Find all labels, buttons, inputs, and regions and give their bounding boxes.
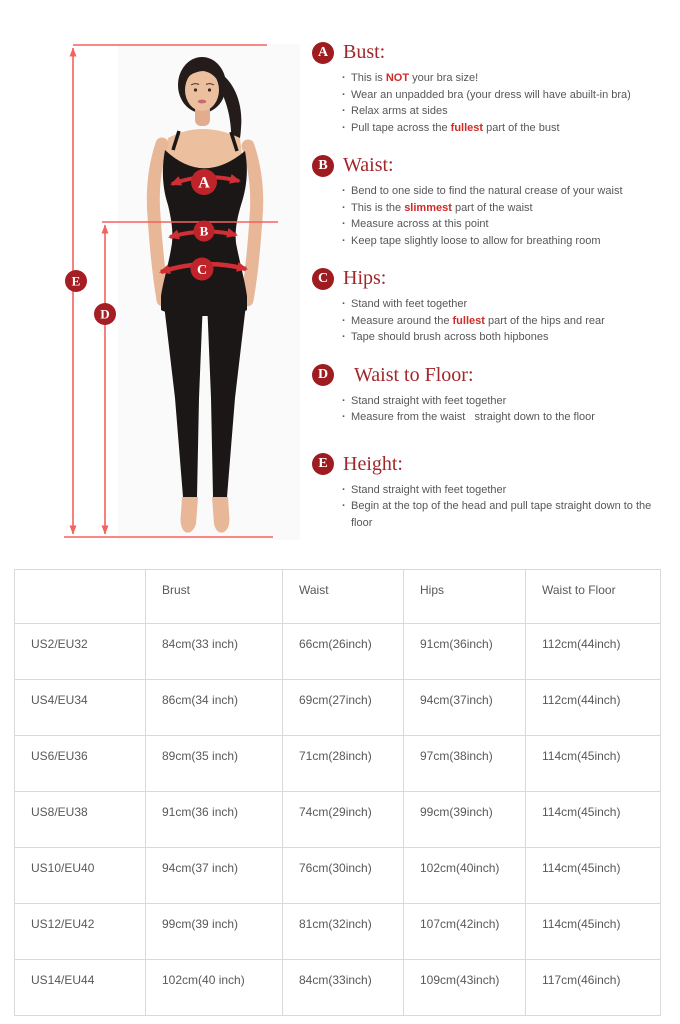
hips-cell: 91cm(36inch) [404,624,526,680]
waist-to-floor-cell: 114cm(45inch) [526,792,661,848]
waist-to-floor-letter-badge: D [312,364,334,386]
section-waist [312,154,668,249]
height-bullet-list [341,482,668,532]
size-cell: US14/EU44 [15,960,146,1016]
hips-cell: 109cm(43inch) [404,960,526,1016]
section-waist-heading [312,154,668,177]
waist-to-floor-cell: 117cm(46inch) [526,960,661,1016]
section-height-title: Height: [343,452,403,475]
section-height [312,453,668,532]
bullet-item: · This is the slimmest part of the waist [341,200,668,217]
waist-cell: 74cm(29inch) [283,792,404,848]
waist-cell: 66cm(26inch) [283,624,404,680]
header-cell-waist-to-floor: Waist to Floor [526,570,661,624]
hips-cell: 102cm(40inch) [404,848,526,904]
bust-cell: 99cm(39 inch) [146,904,283,960]
waist-to-floor-bullet-list [341,393,668,426]
waist-to-floor-badge-letter: D [100,306,110,322]
header-cell-hips: Hips [404,570,526,624]
waist-cell: 71cm(28inch) [283,736,404,792]
table-row [15,904,661,960]
size-cell: US4/EU34 [15,680,146,736]
bust-cell: 91cm(36 inch) [146,792,283,848]
hips-cell: 97cm(38inch) [404,736,526,792]
table-row [15,736,661,792]
bust-cell: 86cm(34 inch) [146,680,283,736]
bullet-item: · Stand straight with feet together [341,482,668,499]
section-waist-to-floor-title: Waist to Floor: [354,363,474,386]
bullet-item: · Wear an unpadded bra (your dress will have abuilt-in bra) [341,87,668,104]
hips-cell: 107cm(42inch) [404,904,526,960]
bullet-item: · Keep tape slightly loose to allow for breathing room [341,233,668,250]
bust-cell: 102cm(40 inch) [146,960,283,1016]
hips-cell: 99cm(39inch) [404,792,526,848]
measuring-instructions [312,41,668,549]
bust-cell: 89cm(35 inch) [146,736,283,792]
section-bust-heading [312,41,668,64]
size-cell: US12/EU42 [15,904,146,960]
table-row [15,792,661,848]
bullet-item: · Stand straight with feet together [341,393,668,410]
bust-cell: 94cm(37 inch) [146,848,283,904]
hips-bullet-list [341,296,668,346]
waist-cell: 69cm(27inch) [283,680,404,736]
bullet-item: · Relax arms at sides [341,103,668,120]
section-waist-to-floor-heading [312,364,668,387]
waist-badge-letter: B [199,223,209,239]
size-chart-table [14,569,661,1016]
height-letter-badge: E [312,453,334,475]
bust-cell: 84cm(33 inch) [146,624,283,680]
bullet-item: · Tape should brush across both hipbones [341,329,668,346]
section-bust [312,41,668,136]
waist-to-floor-cell: 112cm(44inch) [526,680,661,736]
bullet-item: · Measure around the fullest part of the hips and rear [341,313,668,330]
bullet-item: · Pull tape across the fullest part of the bust [341,120,668,137]
hips-letter-badge: C [312,268,334,290]
section-hips-heading [312,267,668,290]
bullet-item: · This is NOT your bra size! [341,70,668,87]
bullet-item: · Bend to one side to find the natural crease of your waist [341,183,668,200]
table-header-row [15,570,661,624]
waist-to-floor-cell: 114cm(45inch) [526,904,661,960]
waist-cell: 76cm(30inch) [283,848,404,904]
waist-bullet-list [341,183,668,249]
bullet-item: · Measure across at this point [341,216,668,233]
waist-cell: 84cm(33inch) [283,960,404,1016]
table-row [15,848,661,904]
table-row [15,960,661,1016]
hips-badge-letter: C [196,263,208,278]
waist-to-floor-cell: 112cm(44inch) [526,624,661,680]
waist-letter-badge: B [312,155,334,177]
section-bust-title: Bust: [343,41,386,63]
header-cell-bust: Brust [146,570,283,624]
size-cell: US10/EU40 [15,848,146,904]
hips-cell: 94cm(37inch) [404,680,526,736]
section-hips [312,267,668,346]
section-waist-title: Waist: [343,154,394,176]
bust-letter-badge: A [312,42,334,64]
waist-to-floor-cell: 114cm(45inch) [526,736,661,792]
table-row [15,624,661,680]
header-cell-size [15,570,146,624]
bust-badge-letter: A [198,174,210,192]
waist-to-floor-cell: 114cm(45inch) [526,848,661,904]
size-cell: US2/EU32 [15,624,146,680]
size-cell: US6/EU36 [15,736,146,792]
table-row [15,680,661,736]
height-badge-letter: E [71,273,81,289]
section-hips-title: Hips: [343,267,387,289]
waist-cell: 81cm(32inch) [283,904,404,960]
bullet-item: · Stand with feet together [341,296,668,313]
section-waist-to-floor [312,364,668,426]
size-cell: US8/EU38 [15,792,146,848]
section-height-heading [312,453,668,476]
bullet-item: · Measure from the waist straight down to the floor [341,409,668,426]
bust-bullet-list [341,70,668,136]
bullet-item: · Begin at the top of the head and pull tape straight down to the floor [341,498,668,531]
header-cell-waist: Waist [283,570,404,624]
model-figure-graphic [0,0,340,562]
